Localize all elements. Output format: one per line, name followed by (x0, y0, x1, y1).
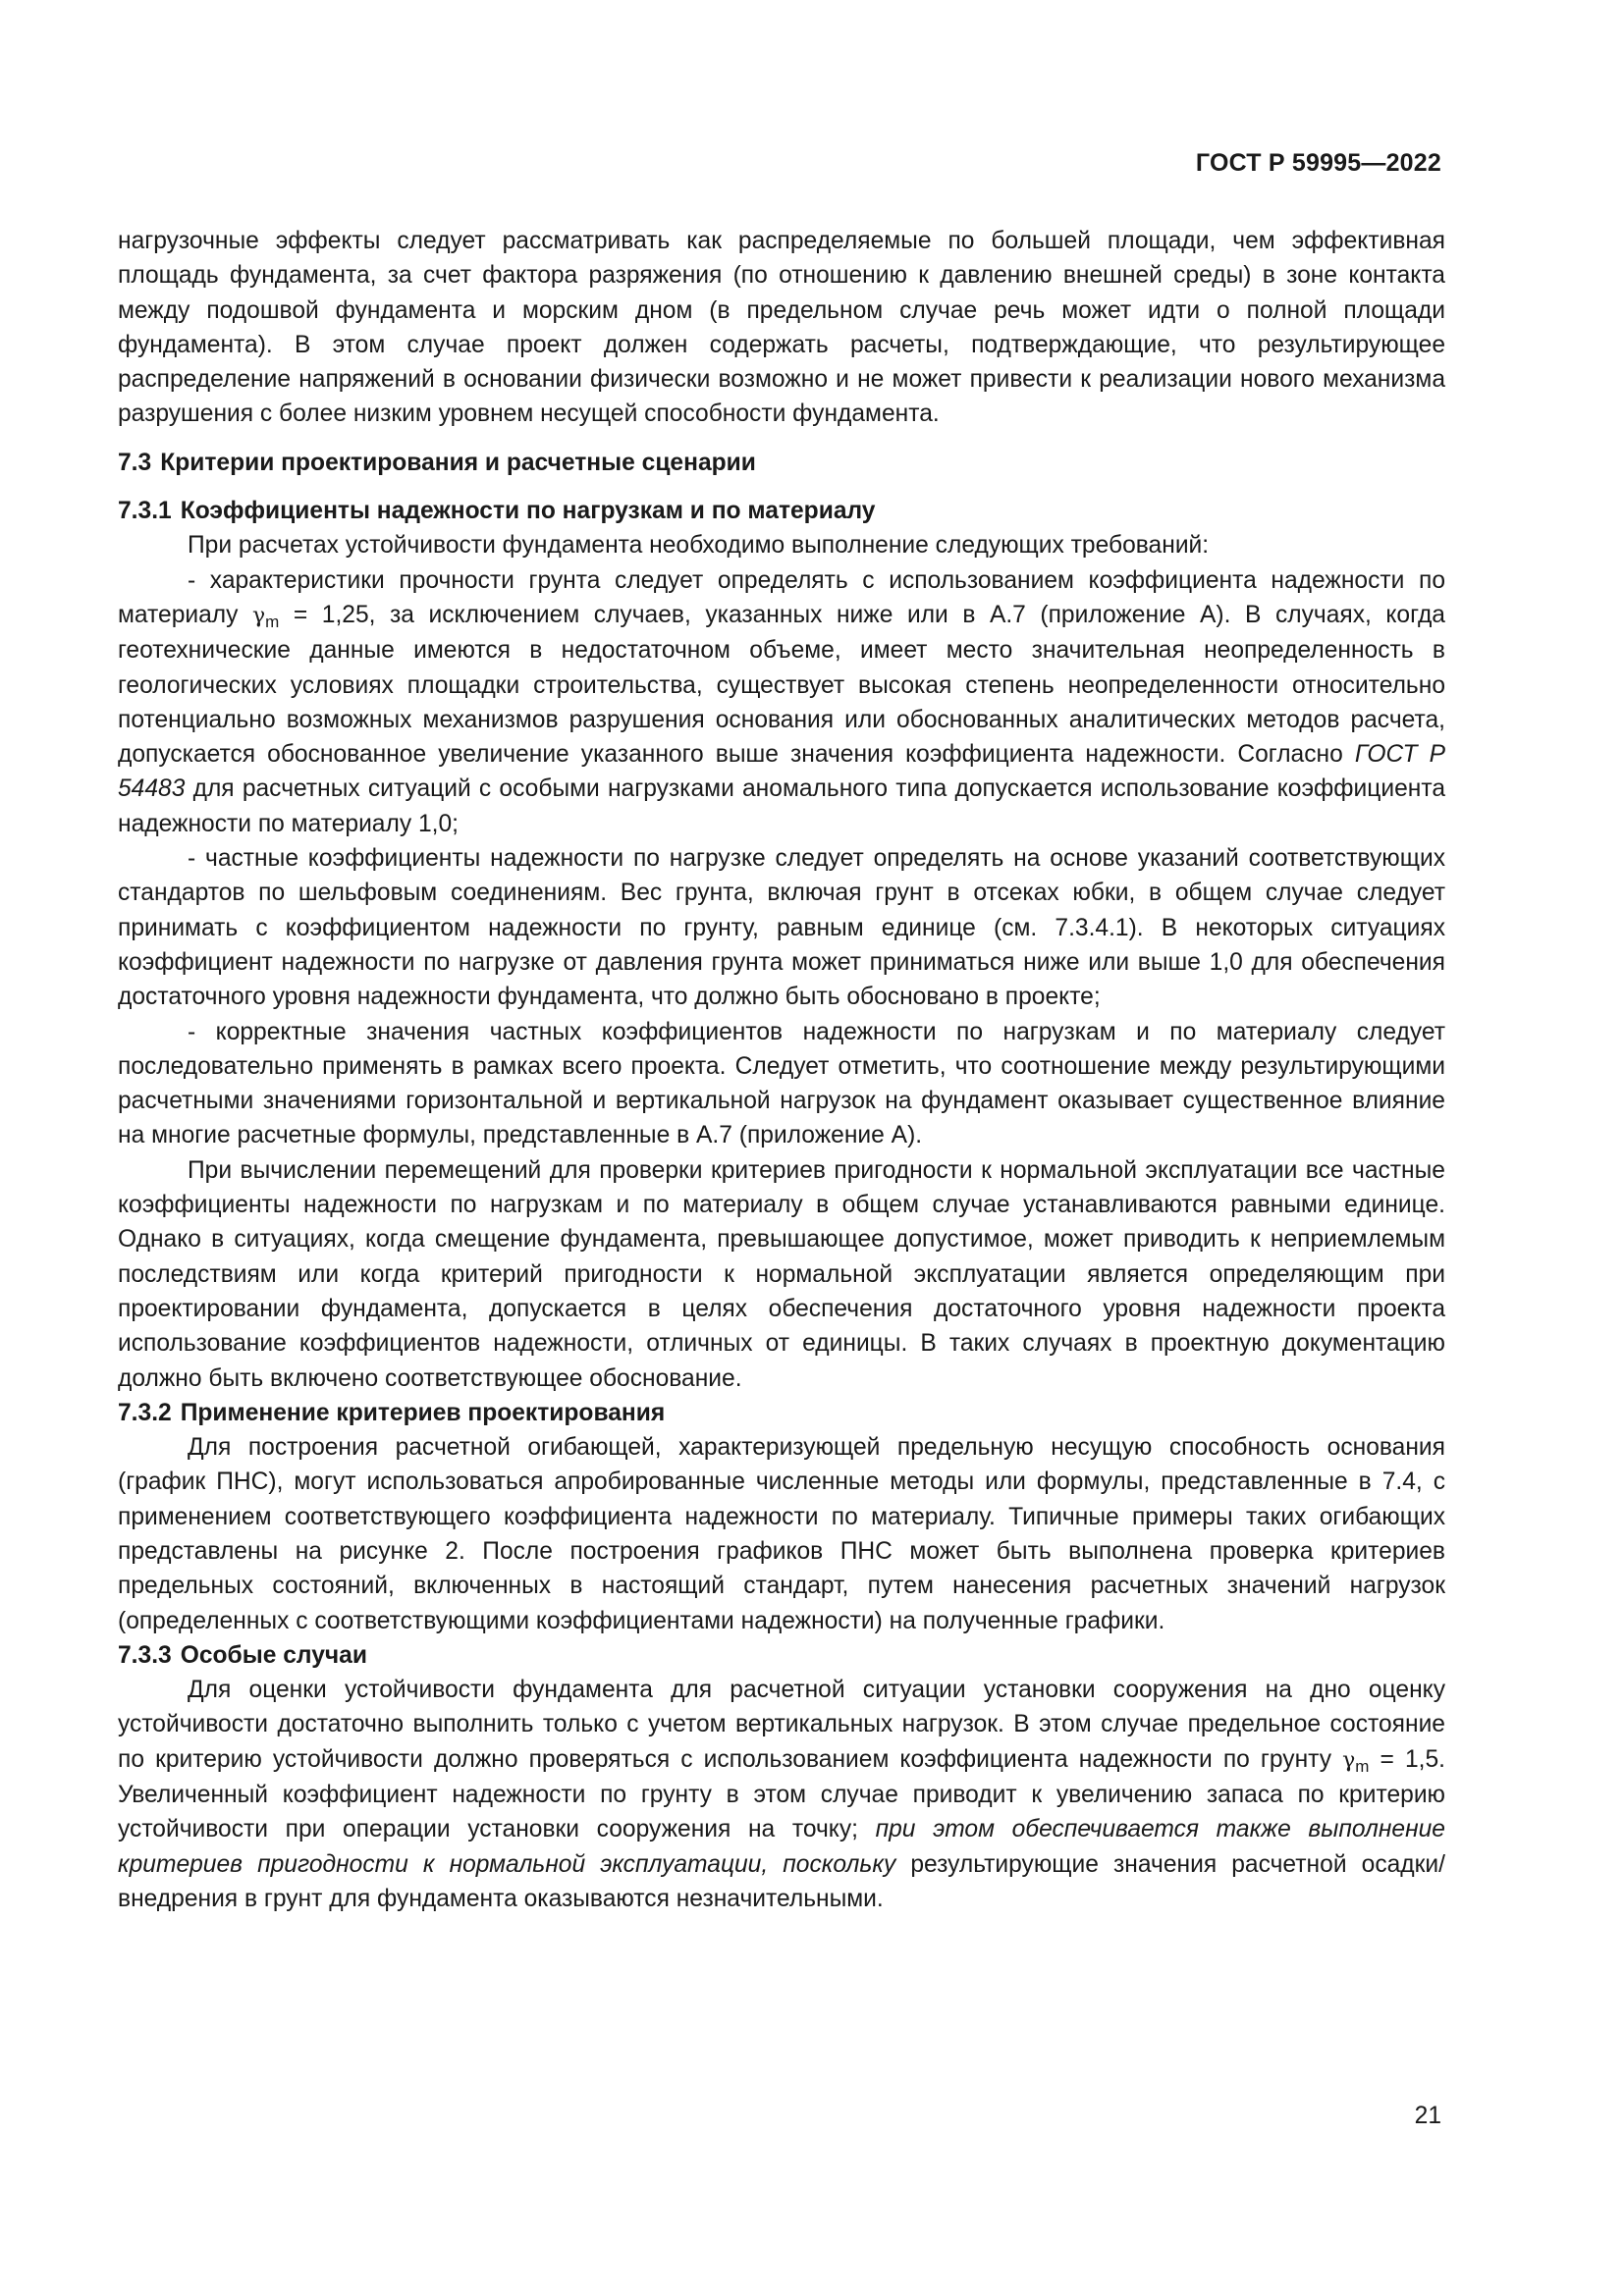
displacement-paragraph: При вычислении перемещений для проверки критериев пригодности к нормальной эксплуатации все частные коэффициенты надежности по нагрузкам и по материалу в общем случае устанавливаются равными единице. Однако в ситуациях, когда смещение фундамента, превышающее допустимое, может приводить к неприемлемым последствиям или когда критерий пригодности к нормальной эксплуатации является определяющим при проектировании фундамента, допускается в целях обеспечения достаточного уровня надежности проекта использование коэффициентов надежности, отличных от единицы. В таких случаях в проектную документацию должно быть включено соответствующее обоснование. (118, 1156, 1445, 1392)
requirement-item-3: - корректные значения частных коэффициентов надежности по нагрузкам и по материалу следует последовательно применять в рамках всего проекта. Следует отметить, что соотношение между результирующими расчетными значениями горизонтальной и вертикальной нагрузок на фундамент оказывает существенное влияние на многие расчетные формулы, представленные в А.7 (приложение А). (118, 1018, 1445, 1149)
section-7-3-3-paragraph: Для оценки устойчивости фундамента для расчетной ситуации установки сооружения на дно оценку устойчивости достаточно выполнить только с учетом вертикальных нагрузок. В этом случае предельное состояние по критерию устойчивости должно проверяться с использованием коэффициента надежности по грунту $\gamma_m = 1,5$. Увеличенный коэффициент надежности по грунту в этом случае приводит к увеличению запаса по критерию устойчивости при операции установки сооружения на точку; при этом обеспечивается также выполнение критериев пригодности к нормальной эксплуатации, поскольку результирующие значения расчетной осадки/внедрения в грунт для фундамента оказываются незначительными. (118, 1677, 1445, 1912)
gamma-symbol: γ (252, 603, 266, 628)
standard-id-header: ГОСТ Р 59995—2022 (1195, 149, 1441, 177)
italic-remark: при этом обеспечивается также выполнение критериев пригодности к нормальной эксплуатации, поскольку (118, 1816, 1445, 1878)
intro-paragraph: нагрузочные эффекты следует рассматривать как распределяемые по большей площади, чем эффективная площадь фундамента, за счет фактора разряжения (по отношению к давлению внешней среды) в зоне контакта между подошвой фундамента и морским дном (в предельном случае речь может идти о полной площади фундамента). В этом случае проект должен содержать расчеты, подтверждающие, что результирующее распределение напряжений в основании физически возможно и не может привести к реализации нового механизма разрушения с более низким уровнем несущей способности фундамента. (118, 228, 1445, 428)
section-7-3-2-heading (118, 1396, 1445, 1430)
page-number: 21 (1414, 2103, 1441, 2129)
section-number: 7.3.3 (118, 1641, 172, 1669)
section-title: Коэффициенты надежности по нагрузкам и по материалу (180, 498, 876, 525)
section-7-3-3-heading (118, 1638, 1445, 1673)
gamma-subscript: m (1355, 1756, 1370, 1776)
section-title: Особые случаи (180, 1641, 367, 1669)
page-content (118, 224, 1445, 1916)
section-7-3-heading (118, 446, 1445, 480)
section-7-3-1-heading (118, 494, 1445, 528)
gamma-symbol: γ (1342, 1747, 1356, 1773)
section-number: 7.3 (118, 449, 152, 476)
section-7-3-2-paragraph: Для построения расчетной огибающей, характеризующей предельную несущую способность основания (график ПНС), могут использоваться апробированные численные методы или формулы, представленные в 7.4, с применением соответствующего коэффициента надежности по материалу. Типичные примеры таких огибающих представлены на рисунке 2. После построения графиков ПНС может быть выполнена проверка критериев предельных состояний, включенных в настоящий стандарт, путем нанесения расчетных значений нагрузок (определенных с соответствующими коэффициентами надежности) на полученные графики. (118, 1434, 1445, 1634)
section-title: Применение критериев проектирования (180, 1399, 666, 1426)
gost-reference: ГОСТ Р 54483 (118, 741, 1445, 803)
gamma-subscript: m (265, 612, 280, 631)
requirement-item-1: - характеристики прочности грунта следует определять с использованием коэффициента надежности по материалу $\gamma_m = 1,25$, за исключением случаев, указанных ниже или в А.7 (приложение А). В случаях, когда геотехнические данные имеются в недостаточном объеме, имеет место значительная неопределенность в геологических условиях площадки строительства, существует высокая степень неопределенности относительно потенциально возможных механизмов разрушения основания или обоснованных аналитических методов расчета, допускается обоснованное увеличение указанного выше значения коэффициента надежности. Согласно ГОСТ Р 54483 для расчетных ситуаций с особыми нагрузками аномального типа допускается использование коэффициента надежности по материалу 1,0; (118, 566, 1445, 837)
section-7-3-1-lead: При расчетах устойчивости фундамента необходимо выполнение следующих требований: (188, 532, 1210, 560)
section-number: 7.3.2 (118, 1399, 172, 1426)
requirement-item-2: - частные коэффициенты надежности по нагрузке следует определять на основе указаний соответствующих стандартов по шельфовым соединениям. Вес грунта, включая грунт в отсеках юбки, в общем случае следует принимать с коэффициентом надежности по грунту, равным единице (см. 7.3.4.1). В некоторых ситуациях коэффициент надежности по нагрузке от давления грунта может приниматься ниже или выше 1,0 для обеспечения достаточного уровня надежности фундамента, что должно быть обосновано в проекте; (118, 845, 1445, 1011)
section-title: Критерии проектирования и расчетные сценарии (160, 449, 756, 476)
section-number: 7.3.1 (118, 498, 172, 525)
